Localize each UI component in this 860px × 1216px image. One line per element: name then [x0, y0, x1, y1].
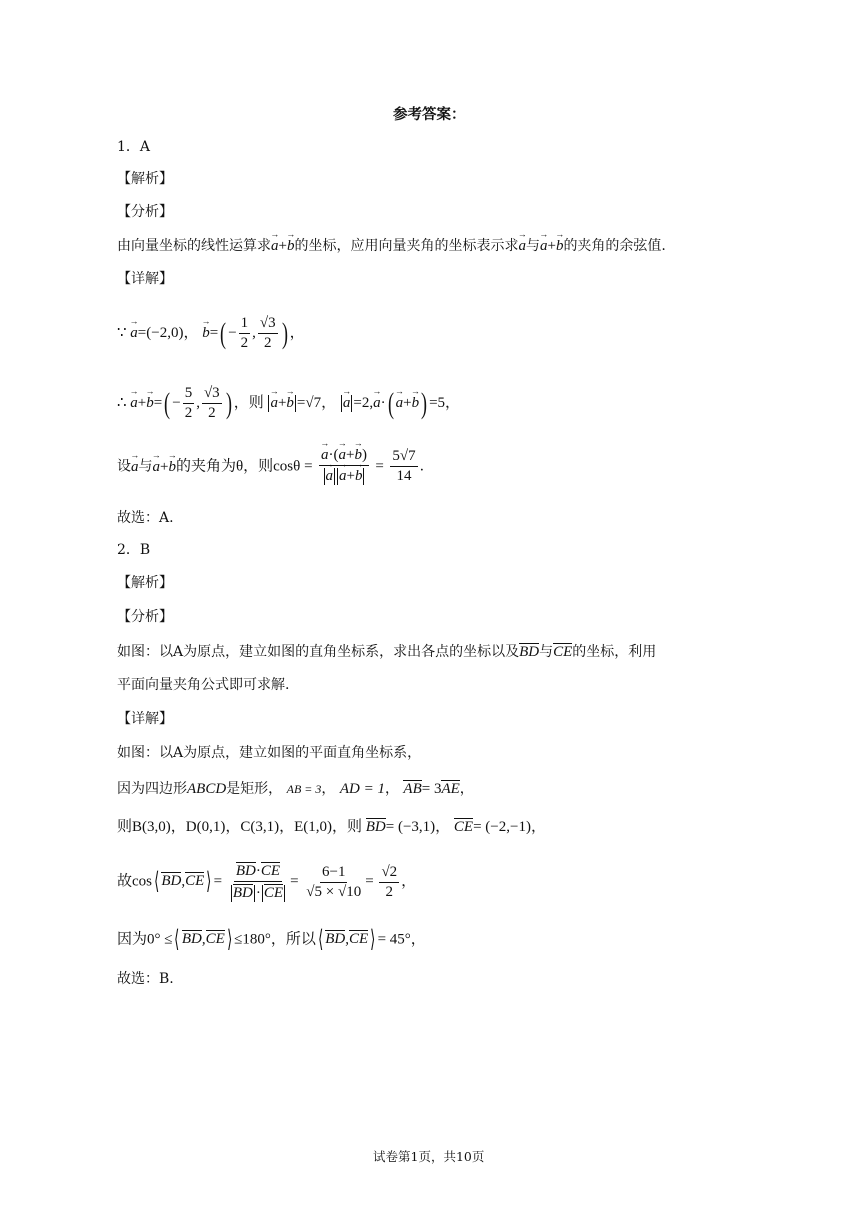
q1-analysis-tag: 【解析】	[117, 171, 173, 187]
q2-coords-line: 则B(3,0)，D(0,1)，C(3,1)，E(1,0)，则 BD= (−3,1)， CE= (−2,−1)，	[117, 819, 546, 835]
q2-cos-line: 故cos⟨ BD,CE⟩ = $\frac{BD\cdot CE}{BD \cdot CE}$ = $\frac{6-1}{√5 \times √10}$ = $\frac{√2}{2}$ ，	[117, 863, 417, 901]
q2-fenxi-line1: 如图：以A为原点，建立如图的直角坐标系，求出各点的坐标以及BD与CE的坐标，利用	[117, 644, 657, 660]
q2-fenxi-tag: 【分析】	[117, 609, 173, 625]
q2-detail-line1: 如图：以A为原点，建立如图的平面直角坐标系，	[117, 745, 422, 761]
q1-number: 1．A	[117, 139, 151, 155]
q1-cos-line: 设→ a与→ a+→ b的夹角为θ，则cosθ = → a·(→ a+→ b) → a→ a+→ b = $\frac{5√7}{14}$ .	[117, 448, 424, 485]
q1-answer: 故选：A.	[117, 510, 174, 526]
q2-fenxi-line2: 平面向量夹角公式即可求解.	[117, 677, 290, 693]
q2-number: 2．B	[117, 542, 151, 558]
q1-fenxi-text: 由向量坐标的线性运算求→ a+→ b的坐标，应用向量夹角的坐标表示求→ a与→ a+→ b的夹角的余弦值.	[117, 239, 666, 254]
page-title: 参考答案：	[393, 106, 466, 123]
q1-given-line: ∵ → a=(−2,0)， → b=( − $\frac{1}{2}$ , $\frac{√3}{2}$ ) ，	[117, 316, 305, 351]
q1-detail-tag: 【详解】	[117, 271, 173, 287]
page-footer: 试卷第1页，共10页	[373, 1149, 485, 1164]
q1-fenxi-tag: 【分析】	[117, 204, 173, 220]
q2-analysis-tag: 【解析】	[117, 575, 173, 591]
q2-detail-tag: 【详解】	[117, 711, 173, 727]
q2-answer: 故选：B.	[117, 971, 174, 987]
q2-range-line: 因为0° ≤⟨ BD,CE⟩ ≤180°，所以⟨ BD,CE⟩ = 45°，	[117, 927, 426, 953]
q2-detail-line2: 因为四边形ABCD是矩形， AB = 3， AD = 1， AB= 3AE，	[117, 781, 474, 797]
q1-therefore-line: ∴ → a+→ b=( − $\frac{5}{2}$ , $\frac{√3}{2}$ ) ，则 → a+→ b =√7， → a =2,→ a·(→ a+→ b) =5，	[117, 386, 460, 421]
